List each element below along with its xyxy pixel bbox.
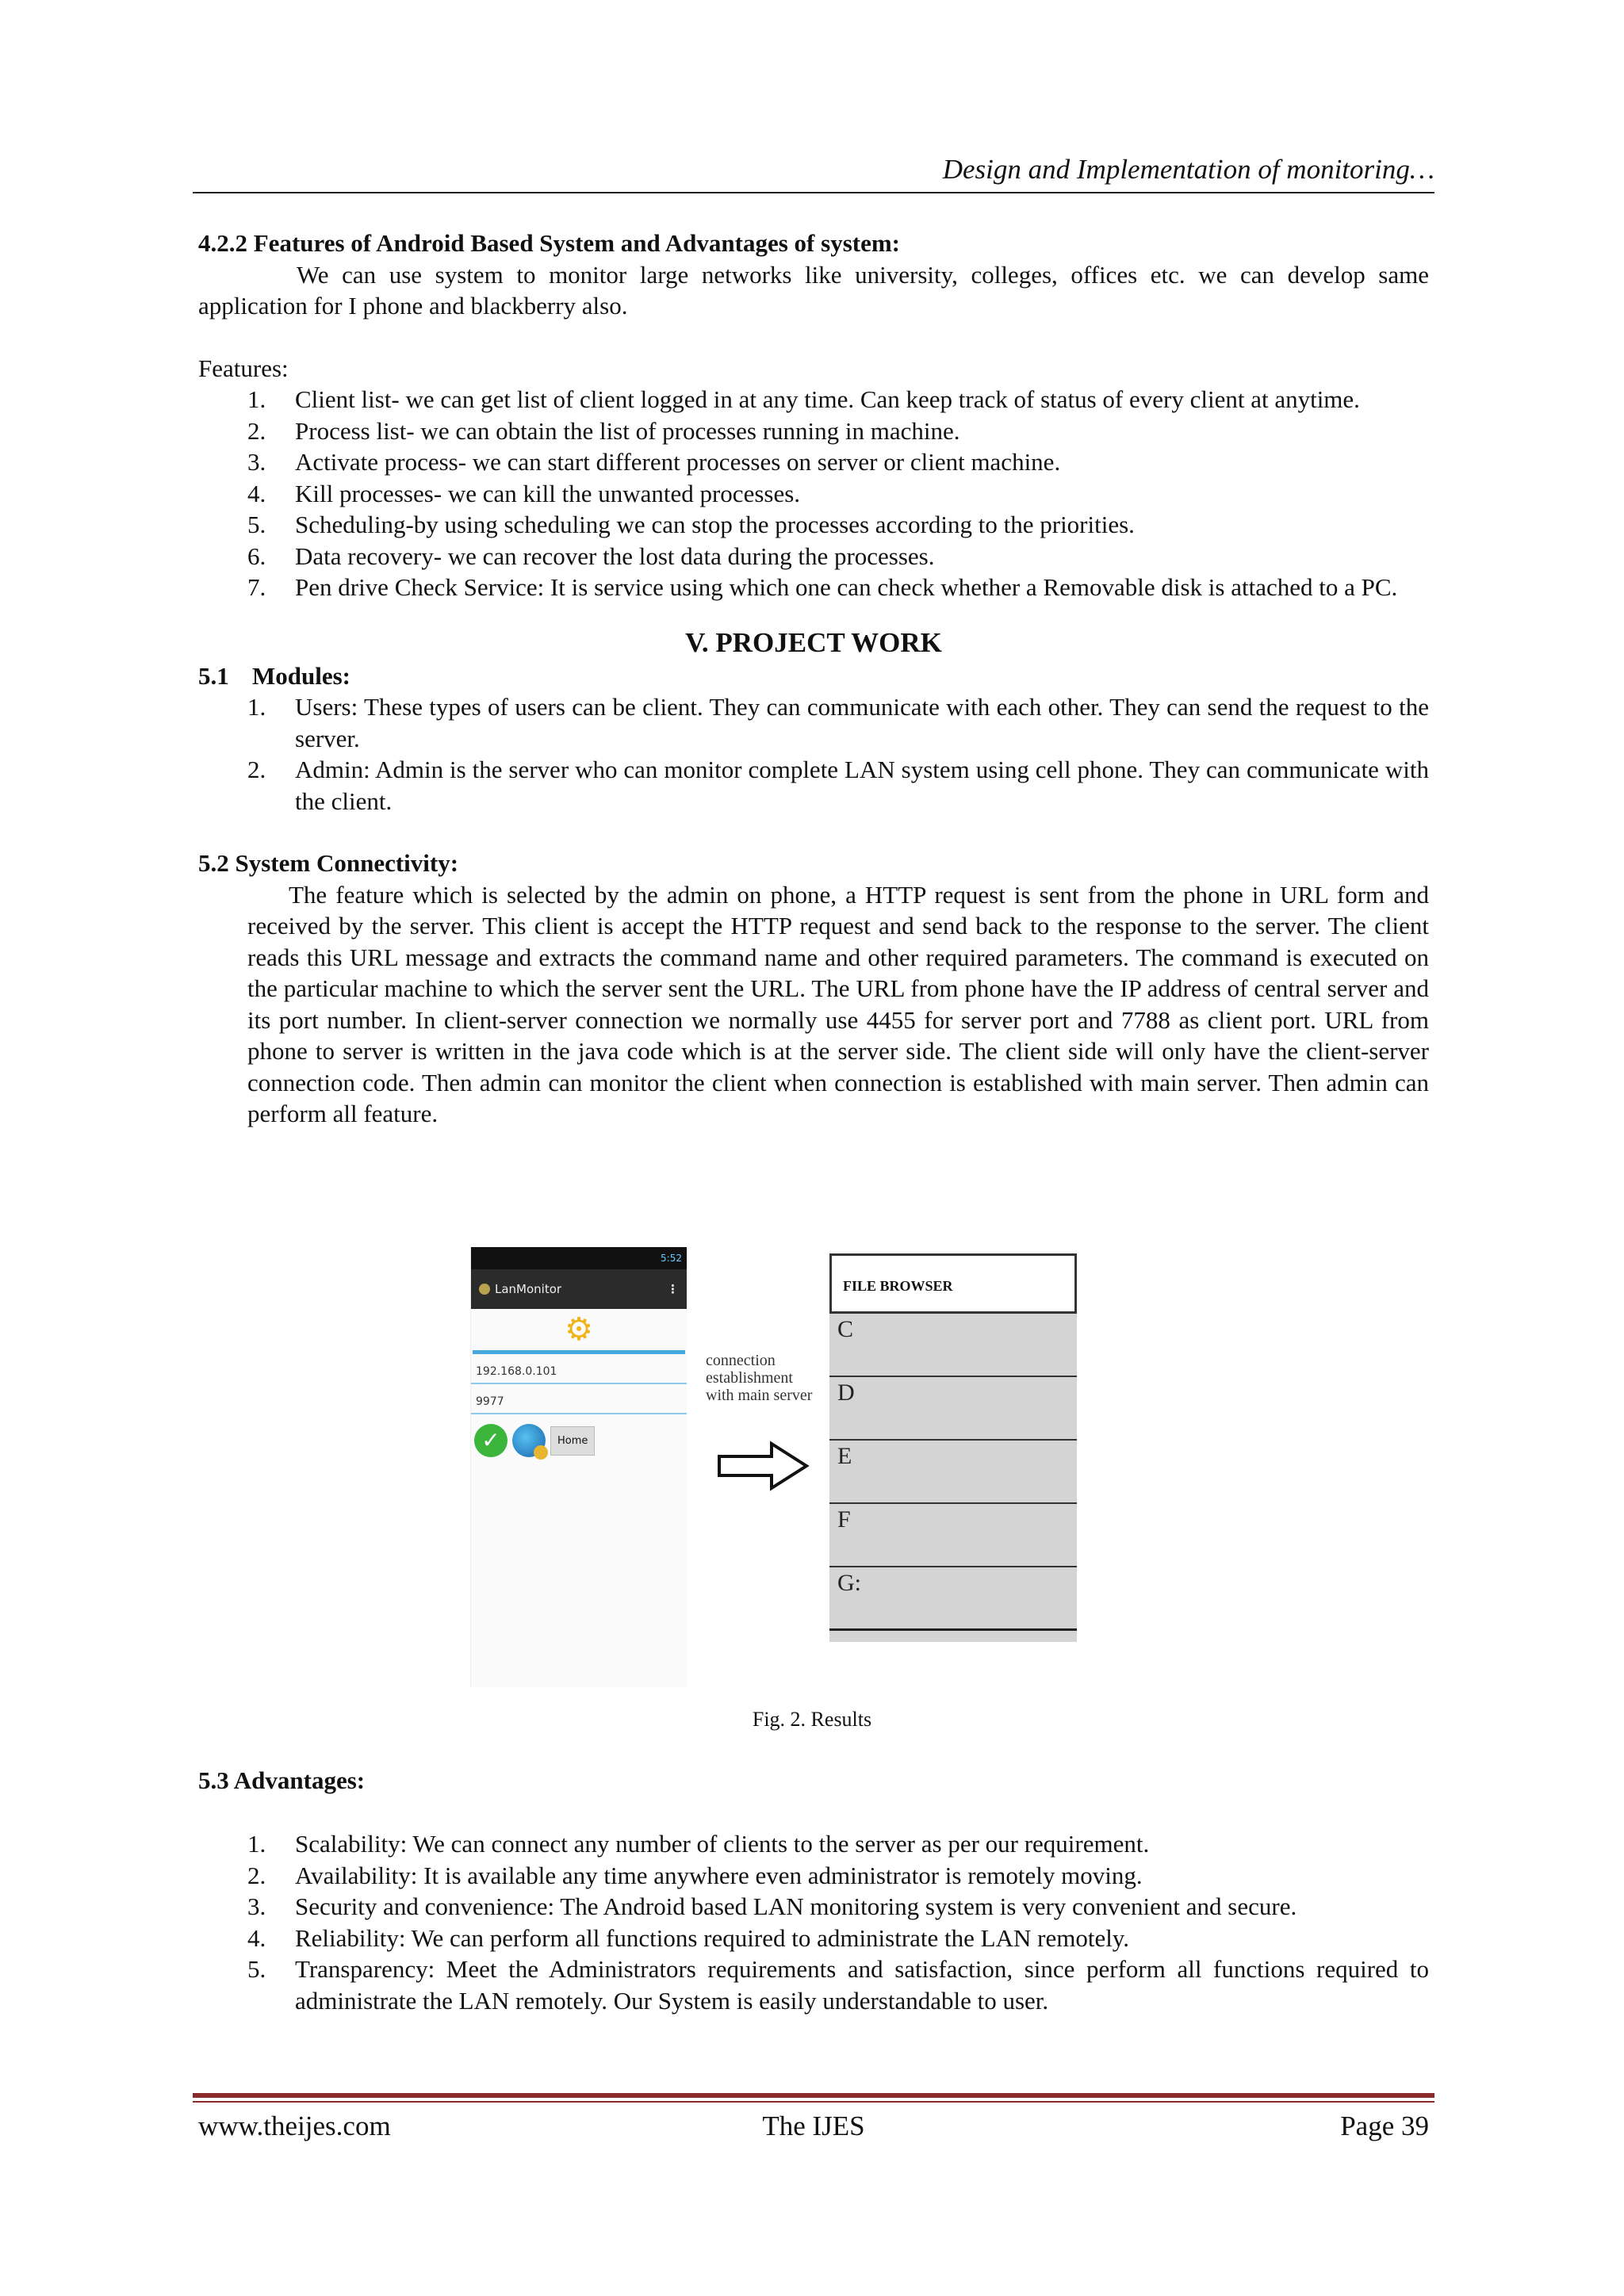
- connection-note: connection establishment with main server: [706, 1352, 813, 1404]
- phone-app-title: LanMonitor: [495, 1282, 562, 1296]
- list-item: 4. Kill processes- we can kill the unwanted processes.: [247, 479, 801, 507]
- section-heading-422: 4.2.2 Features of Android Based System and Advantages of system:: [198, 229, 900, 257]
- gear-icon: ⚙: [565, 1311, 593, 1347]
- footer-rule-thin: [193, 2101, 1434, 2103]
- file-browser-title: FILE BROWSER: [829, 1253, 1077, 1314]
- list-item: 5. Scheduling-by using scheduling we can stop the processes according to the priorities.: [247, 511, 1135, 538]
- features-label: Features:: [198, 354, 289, 382]
- check-icon: ✓: [474, 1424, 508, 1457]
- arrow-right-icon: [716, 1441, 811, 1491]
- main-content: [198, 228, 1429, 1130]
- list-item: 1. Scalability: We can connect any number of clients to the server as per our requirement.: [247, 1830, 1150, 1858]
- modules-list: [198, 691, 1429, 817]
- phone-status-bar: 5:52: [471, 1247, 687, 1269]
- file-browser: [829, 1253, 1077, 1642]
- drive-item: F: [829, 1504, 1077, 1567]
- figure-results: [468, 1241, 1182, 1685]
- connectivity-block: [198, 879, 1429, 1130]
- phone-screenshot: [470, 1247, 687, 1687]
- list-item: 2. Admin: Admin is the server who can monitor complete LAN system using cell phone. They can communicate with the client.: [247, 756, 1429, 815]
- ip-field: 192.168.0.101: [471, 1354, 687, 1384]
- android-icon: [479, 1284, 490, 1295]
- modules-heading: 5.1 Modules:: [198, 661, 350, 690]
- advantages-heading: 5.3 Advantages:: [198, 1766, 366, 1794]
- phone-action-bar: [471, 1269, 687, 1309]
- list-item: 3. Security and convenience: The Android based LAN monitoring system is very convenient and secure.: [247, 1892, 1297, 1920]
- features-list: [198, 384, 1429, 603]
- drive-item: G:: [829, 1567, 1077, 1631]
- home-button: Home: [550, 1426, 595, 1456]
- header-rule: [193, 192, 1434, 193]
- connectivity-heading: 5.2 System Connectivity:: [198, 849, 459, 877]
- list-item: 1. Client list- we can get list of client logged in at any time. Can keep track of status of every client at anytime.: [247, 385, 1360, 413]
- page-number: Page 39: [1340, 2110, 1429, 2141]
- footer-website-link[interactable]: www.theijes.com: [198, 2110, 391, 2141]
- footer-rule: [193, 2093, 1434, 2098]
- globe-icon: [512, 1424, 546, 1457]
- list-item: 4. Reliability: We can perform all functions required to administrate the LAN remotely.: [247, 1923, 1130, 1952]
- list-item: 1. Users: These types of users can be client. They can communicate with each other. They can send the request to the server.: [247, 693, 1429, 752]
- list-item: 2. Process list- we can obtain the list of processes running in machine.: [247, 416, 960, 445]
- drive-item: D: [829, 1377, 1077, 1441]
- section-422-intro: We can use system to monitor large networks like university, colleges, offices etc. we can develop same application for I phone and blackberry also.: [198, 260, 1429, 320]
- spacer: [198, 322, 1429, 353]
- figure-caption: Fig. 2. Results: [752, 1708, 872, 1731]
- list-item: 6. Data recovery- we can recover the lost data during the processes.: [247, 541, 935, 570]
- port-field: 9977: [471, 1384, 687, 1414]
- list-item: 7. Pen drive Check Service: It is service using which one can check whether a Removable disk is attached to a PC.: [247, 573, 1398, 601]
- spacer: [198, 817, 1429, 848]
- footer-journal: The IJES: [762, 2110, 865, 2141]
- drive-item: E: [829, 1441, 1077, 1504]
- list-item: 5. Transparency: Meet the Administrators requirements and satisfaction, since perform all functions required to administrate the LAN remotely. Our System is easily understandable to user.: [247, 1955, 1429, 2015]
- running-head: Design and Implementation of monitoring…: [942, 154, 1434, 185]
- drive-item: C: [829, 1314, 1077, 1377]
- advantages-list: [198, 1828, 1429, 2016]
- advantages-block: [198, 1828, 1429, 2016]
- overflow-menu-icon: ⋮: [667, 1282, 679, 1296]
- list-item: 2. Availability: It is available any time anywhere even administrator is remotely moving.: [247, 1861, 1143, 1889]
- connectivity-text: The feature which is selected by the admin on phone, a HTTP request is sent from the phone in URL form and received by the server. This client is accept the HTTP request and send back to the response to the server. The client reads this URL message and extracts the command name and other required parameters. The command is executed on the particular machine to which the server sent the URL. The URL from phone have the IP address of central server and its port number. In client-server connection we normally use 4455 for server port and 7788 as client port. URL from phone to server is written in the java code which is at the server side. The client side will only have the client-server connection code. Then admin can monitor the client when connection is established with main server. Then admin can perform all feature.: [247, 880, 1429, 1127]
- section-title-project-work: V. PROJECT WORK: [685, 626, 942, 658]
- list-item: 3. Activate process- we can start different processes on server or client machine.: [247, 448, 1061, 476]
- phone-actions: [471, 1414, 687, 1467]
